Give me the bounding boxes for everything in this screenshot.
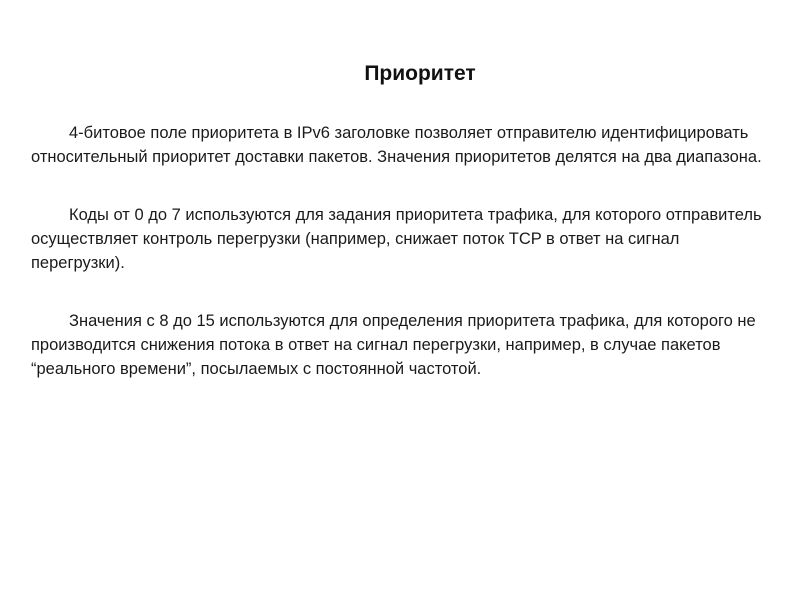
paragraph-codes-0-7: Коды от 0 до 7 используются для задания приоритета трафика, для которого отправитель осуществляет контроль перегрузки (например, снижает поток TCP в ответ на сигнал перегрузки). — [31, 206, 762, 272]
slide-body — [31, 121, 766, 415]
paragraph-values-8-15: Значения с 8 до 15 используются для определения приоритета трафика, для которого не производится снижения потока в ответ на сигнал перегрузки, например, в случае пакетов “реального времени”, посылаемых с постоянной частотой. — [31, 312, 756, 378]
paragraph-priority-field: 4-битовое поле приоритета в IPv6 заголовке позволяет отправителю идентифицировать относительный приоритет доставки пакетов. Значения приоритетов делятся на два диапазона. — [31, 124, 762, 166]
slide-title: Приоритет — [364, 62, 476, 85]
